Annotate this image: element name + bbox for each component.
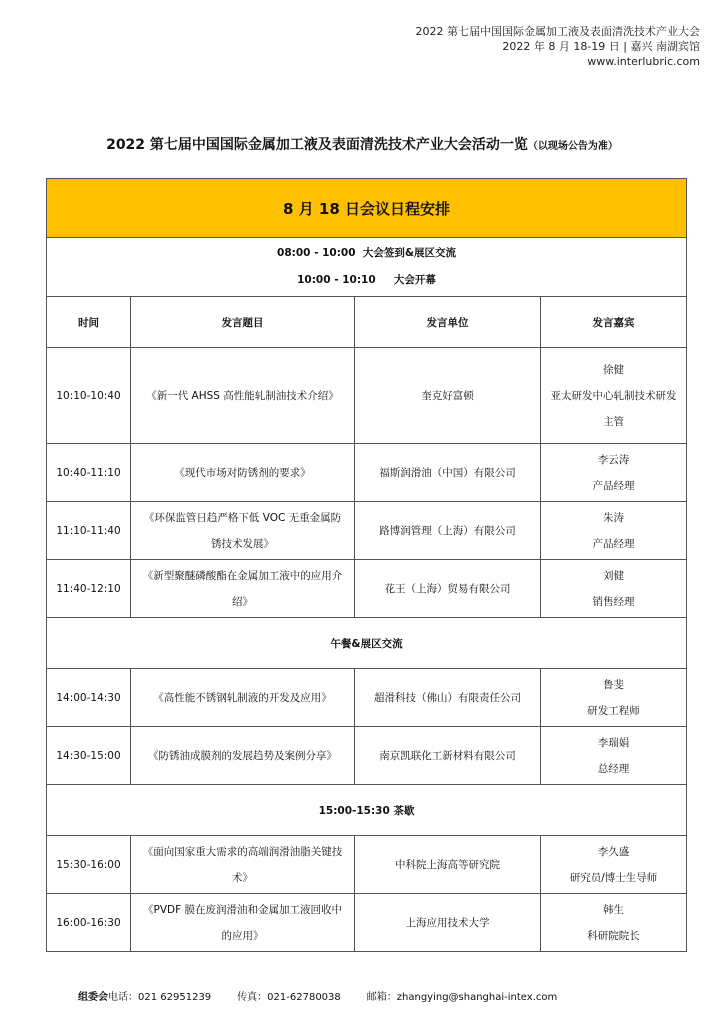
column-header-row	[47, 297, 687, 348]
session-speaker-line: 主管	[603, 415, 625, 428]
session-time-line: 11:10-11:40	[56, 524, 121, 537]
session-organization	[355, 836, 541, 894]
session-speaker-line: 韩生	[603, 903, 625, 916]
session-topic	[131, 836, 355, 894]
session-organization-line: 奎克好富顿	[421, 390, 474, 402]
footer-tel-label: 电话：	[108, 992, 138, 1003]
session-speaker	[541, 348, 687, 444]
session-topic-line: 的应用》	[221, 929, 264, 942]
session-speaker-line: 销售经理	[592, 595, 635, 608]
session-organization	[355, 669, 541, 727]
session-speaker-line: 鲁斐	[603, 678, 625, 691]
session-row	[47, 836, 687, 894]
document-title-main: 2022 第七届中国国际金属加工液及表面清洗技术产业大会活动一览	[106, 137, 528, 153]
session-topic-line: 《环保监管日趋严格下低 VOC 无重金属防	[143, 511, 342, 524]
session-organization	[355, 502, 541, 560]
session-topic	[131, 894, 355, 952]
session-speaker-line: 刘健	[603, 569, 625, 582]
session-time-line: 10:40-11:10	[56, 466, 121, 479]
session-topic	[131, 444, 355, 502]
session-time	[47, 894, 131, 952]
session-row	[47, 669, 687, 727]
session-row	[47, 727, 687, 785]
session-speaker	[541, 727, 687, 785]
session-topic	[131, 560, 355, 618]
session-speaker-line: 总经理	[597, 762, 630, 775]
page-footer	[78, 988, 557, 1003]
registration-line: 08:00 - 10:00 大会签到&展区交流	[277, 247, 457, 259]
session-speaker-line: 产品经理	[592, 479, 635, 492]
session-topic-line: 《防锈油成膜剂的发展趋势及案例分享》	[148, 749, 337, 762]
schedule-table	[46, 178, 687, 952]
session-time	[47, 444, 131, 502]
session-speaker-line: 朱涛	[603, 511, 625, 524]
day-title: 8 月 18 日会议日程安排	[47, 179, 687, 238]
footer-tel: 021 62951239	[138, 992, 212, 1003]
session-speaker-line: 李久盛	[597, 845, 630, 858]
header-website[interactable]: www.interlubric.com	[587, 55, 700, 68]
session-topic-line: 锈技术发展》	[211, 537, 274, 550]
session-organization	[355, 444, 541, 502]
session-topic-line: 《现代市场对防锈剂的要求》	[174, 466, 311, 479]
session-speaker-line: 产品经理	[592, 537, 635, 550]
session-time-line: 14:00-14:30	[56, 691, 121, 704]
session-speaker-line: 李云涛	[597, 453, 630, 466]
session-topic-line: 术》	[232, 871, 253, 884]
session-topic	[131, 502, 355, 560]
session-time-line: 14:30-15:00	[56, 749, 121, 762]
session-speaker	[541, 669, 687, 727]
session-speaker-line: 亚太研发中心轧制技术研发	[550, 389, 677, 402]
session-speaker-line: 徐健	[603, 363, 625, 376]
session-time	[47, 836, 131, 894]
session-row	[47, 444, 687, 502]
session-topic	[131, 669, 355, 727]
header-event-name: 2022 第七届中国国际金属加工液及表面清洗技术产业大会	[415, 25, 700, 38]
session-time	[47, 560, 131, 618]
session-topic	[131, 727, 355, 785]
session-speaker	[541, 560, 687, 618]
session-organization	[355, 560, 541, 618]
session-topic-line: 《PVDF 膜在废润滑油和金属加工液回收中	[143, 903, 342, 916]
session-topic	[131, 348, 355, 444]
session-organization-line: 上海应用技术大学	[405, 917, 490, 929]
footer-fax: 021-62780038	[267, 992, 341, 1003]
footer-fax-label: 传真：	[237, 992, 268, 1003]
session-organization-line: 花王（上海）贸易有限公司	[384, 583, 511, 595]
session-time-line: 15:30-16:00	[56, 858, 121, 871]
session-topic-line: 《高性能不锈钢轧制液的开发及应用》	[153, 691, 332, 704]
column-header-speaker: 发言嘉宾	[541, 297, 687, 348]
session-time-line: 10:10-10:40	[56, 389, 121, 402]
session-organization	[355, 348, 541, 444]
footer-email[interactable]: zhangying@shanghai-intex.com	[396, 992, 558, 1003]
tea-break: 15:00-15:30 茶歇	[47, 785, 687, 836]
session-organization-line: 路博润管理（上海）有限公司	[379, 525, 516, 537]
session-topic-line: 《新一代 AHSS 高性能轧制油技术介绍》	[146, 389, 339, 402]
document-title	[0, 134, 724, 154]
session-topic-line: 绍》	[232, 595, 253, 608]
session-speaker	[541, 502, 687, 560]
session-organization-line: 超滑科技（佛山）有限责任公司	[374, 692, 521, 704]
session-time	[47, 669, 131, 727]
column-header-topic: 发言题目	[131, 297, 355, 348]
session-speaker-line: 科研院院长	[587, 929, 640, 942]
session-row	[47, 560, 687, 618]
page-header	[416, 24, 701, 69]
lunch-break: 午餐&展区交流	[47, 618, 687, 669]
session-speaker-line: 研发工程师	[587, 704, 640, 717]
column-header-time: 时间	[47, 297, 131, 348]
session-organization	[355, 727, 541, 785]
session-row	[47, 348, 687, 444]
document-title-note: （以现场公告为准）	[527, 141, 618, 152]
opening-cell	[47, 238, 687, 297]
session-speaker-line: 李瑞娟	[597, 736, 630, 749]
session-time-line: 16:00-16:30	[56, 916, 121, 929]
day-title-row	[47, 179, 687, 238]
session-time	[47, 348, 131, 444]
session-time	[47, 502, 131, 560]
session-time	[47, 727, 131, 785]
session-speaker	[541, 836, 687, 894]
session-speaker	[541, 444, 687, 502]
session-organization-line: 中科院上海高等研究院	[395, 859, 500, 871]
session-topic-line: 《新型聚醚磷酸酯在金属加工液中的应用介	[142, 569, 343, 582]
session-time-line: 11:40-12:10	[56, 582, 121, 595]
footer-mail-label: 邮箱：	[366, 992, 397, 1003]
lunch-break-row	[47, 618, 687, 669]
session-speaker	[541, 894, 687, 952]
opening-ceremony-line: 10:00 - 10:10 大会开幕	[297, 274, 436, 286]
session-speaker-line: 研究员/博士生导师	[569, 871, 658, 884]
session-row	[47, 502, 687, 560]
session-organization-line: 福斯润滑油（中国）有限公司	[379, 467, 516, 479]
opening-row	[47, 238, 687, 297]
session-organization-line: 南京凯联化工新材料有限公司	[379, 750, 516, 762]
tea-break-row	[47, 785, 687, 836]
column-header-organization: 发言单位	[355, 297, 541, 348]
session-organization	[355, 894, 541, 952]
header-date-venue: 2022 年 8 月 18-19 日 | 嘉兴 南湖宾馆	[502, 40, 700, 53]
session-topic-line: 《面向国家重大需求的高端润滑油脂关键技	[142, 845, 343, 858]
session-row	[47, 894, 687, 952]
footer-org-label: 组委会	[78, 992, 108, 1003]
